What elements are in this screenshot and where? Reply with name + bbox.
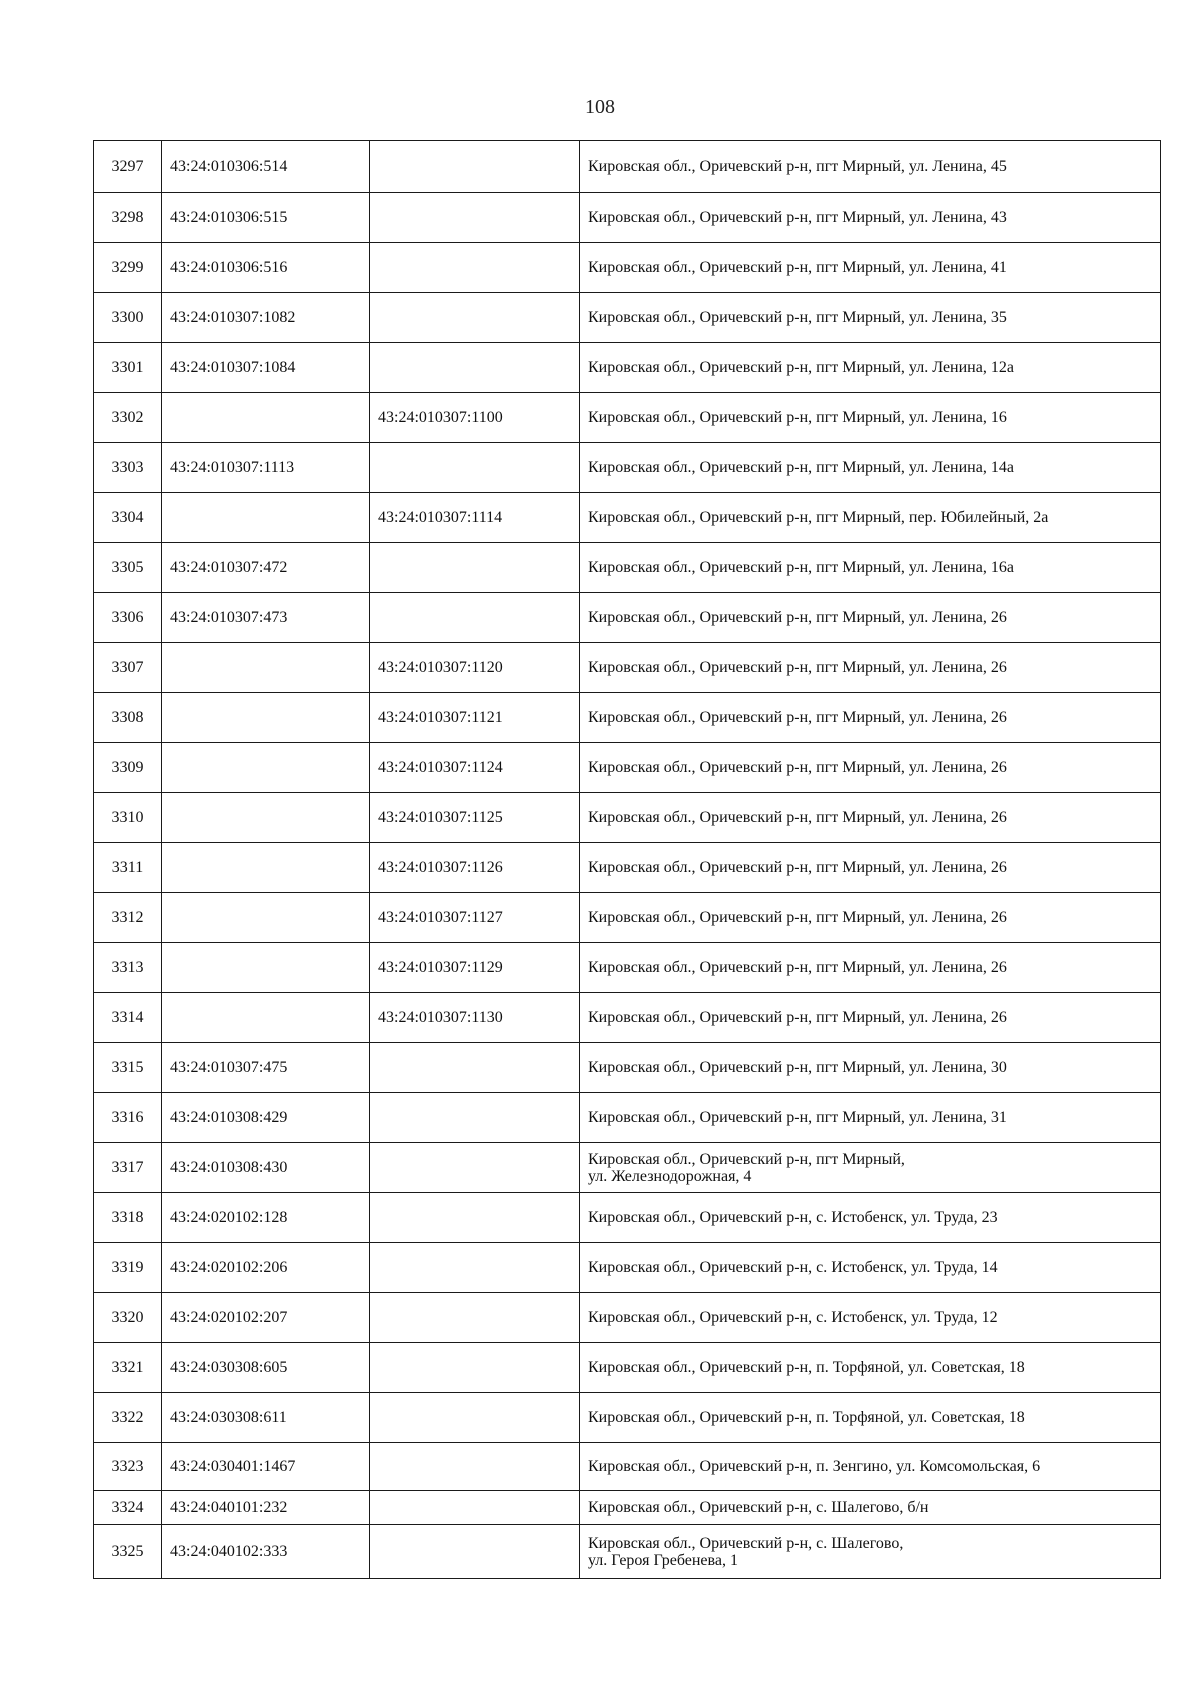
address: Кировская обл., Оричевский р-н, пгт Мирный, ул. Ленина, 14а bbox=[580, 443, 1161, 493]
cadastral-number-secondary bbox=[370, 1525, 580, 1579]
table-row bbox=[94, 1243, 1161, 1293]
cadastral-number-secondary bbox=[370, 1343, 580, 1393]
cadastral-number-secondary bbox=[370, 293, 580, 343]
cadastral-number-secondary: 43:24:010307:1127 bbox=[370, 893, 580, 943]
cadastral-number bbox=[162, 693, 370, 743]
row-number: 3300 bbox=[94, 293, 162, 343]
row-number: 3320 bbox=[94, 1293, 162, 1343]
table-row bbox=[94, 793, 1161, 843]
cadastral-number: 43:24:040102:333 bbox=[162, 1525, 370, 1579]
row-number: 3323 bbox=[94, 1443, 162, 1491]
cadastral-number-secondary bbox=[370, 443, 580, 493]
row-number: 3308 bbox=[94, 693, 162, 743]
cadastral-number-secondary bbox=[370, 193, 580, 243]
cadastral-number-secondary bbox=[370, 1293, 580, 1343]
table-row bbox=[94, 993, 1161, 1043]
table-row bbox=[94, 693, 1161, 743]
address: Кировская обл., Оричевский р-н, с. Истобенск, ул. Труда, 12 bbox=[580, 1293, 1161, 1343]
table-row bbox=[94, 1143, 1161, 1193]
cadastral-number: 43:24:020102:206 bbox=[162, 1243, 370, 1293]
cadastral-number bbox=[162, 843, 370, 893]
row-number: 3304 bbox=[94, 493, 162, 543]
address-line-2: ул. Железнодорожная, 4 bbox=[588, 1167, 752, 1185]
cadastral-number-secondary bbox=[370, 1193, 580, 1243]
cadastral-number-secondary: 43:24:010307:1114 bbox=[370, 493, 580, 543]
table-row bbox=[94, 141, 1161, 193]
row-number: 3313 bbox=[94, 943, 162, 993]
table-row bbox=[94, 1491, 1161, 1525]
cadastral-number bbox=[162, 943, 370, 993]
row-number: 3301 bbox=[94, 343, 162, 393]
cadastral-number-secondary bbox=[370, 141, 580, 193]
address: Кировская обл., Оричевский р-н, пгт Мирный, ул. Ленина, 16а bbox=[580, 543, 1161, 593]
cadastral-number-secondary: 43:24:010307:1121 bbox=[370, 693, 580, 743]
cadastral-number: 43:24:010307:1113 bbox=[162, 443, 370, 493]
row-number: 3317 bbox=[94, 1143, 162, 1193]
address: Кировская обл., Оричевский р-н, пгт Мирный, ул. Ленина, 26 bbox=[580, 943, 1161, 993]
cadastral-number: 43:24:040101:232 bbox=[162, 1491, 370, 1525]
address-line-1: Кировская обл., Оричевский р-н, пгт Мирный, bbox=[588, 1150, 905, 1168]
cadastral-number-secondary: 43:24:010307:1124 bbox=[370, 743, 580, 793]
cadastral-number: 43:24:010307:1084 bbox=[162, 343, 370, 393]
address: Кировская обл., Оричевский р-н, п. Торфяной, ул. Советская, 18 bbox=[580, 1343, 1161, 1393]
cadastral-number-secondary bbox=[370, 343, 580, 393]
address: Кировская обл., Оричевский р-н, пгт Мирный, ул. Ленина, 26 bbox=[580, 993, 1161, 1043]
address-line-2: ул. Героя Гребенева, 1 bbox=[588, 1551, 738, 1569]
row-number: 3325 bbox=[94, 1525, 162, 1579]
cadastral-number-secondary bbox=[370, 543, 580, 593]
cadastral-number-secondary: 43:24:010307:1100 bbox=[370, 393, 580, 443]
table-row bbox=[94, 843, 1161, 893]
row-number: 3297 bbox=[94, 141, 162, 193]
cadastral-number: 43:24:010306:515 bbox=[162, 193, 370, 243]
table-row bbox=[94, 1293, 1161, 1343]
table-row bbox=[94, 293, 1161, 343]
address: Кировская обл., Оричевский р-н, пгт Мирный, ул. Ленина, 16 bbox=[580, 393, 1161, 443]
address-line-1: Кировская обл., Оричевский р-н, с. Шалегово, bbox=[588, 1534, 904, 1552]
cadastral-number: 43:24:010308:429 bbox=[162, 1093, 370, 1143]
cadastral-number bbox=[162, 493, 370, 543]
table-row bbox=[94, 443, 1161, 493]
registry-table bbox=[93, 140, 1161, 1579]
address: Кировская обл., Оричевский р-н, п. Торфяной, ул. Советская, 18 bbox=[580, 1393, 1161, 1443]
row-number: 3310 bbox=[94, 793, 162, 843]
address: Кировская обл., Оричевский р-н, пгт Мирный, ул. Ленина, 43 bbox=[580, 193, 1161, 243]
cadastral-number bbox=[162, 743, 370, 793]
cadastral-number-secondary bbox=[370, 1443, 580, 1491]
address: Кировская обл., Оричевский р-н, пгт Мирный, ул. Ленина, 26 bbox=[580, 743, 1161, 793]
cadastral-number: 43:24:010306:516 bbox=[162, 243, 370, 293]
address: Кировская обл., Оричевский р-н, пгт Мирный, ул. Ленина, 26 bbox=[580, 793, 1161, 843]
table-row bbox=[94, 943, 1161, 993]
address: Кировская обл., Оричевский р-н, пгт Мирный, ул. Ленина, 26 bbox=[580, 593, 1161, 643]
cadastral-number: 43:24:020102:207 bbox=[162, 1293, 370, 1343]
address bbox=[580, 1143, 1161, 1193]
row-number: 3306 bbox=[94, 593, 162, 643]
cadastral-number bbox=[162, 993, 370, 1043]
table-row bbox=[94, 1043, 1161, 1093]
row-number: 3324 bbox=[94, 1491, 162, 1525]
cadastral-number-secondary bbox=[370, 1143, 580, 1193]
row-number: 3318 bbox=[94, 1193, 162, 1243]
row-number: 3299 bbox=[94, 243, 162, 293]
address: Кировская обл., Оричевский р-н, пгт Мирный, ул. Ленина, 30 bbox=[580, 1043, 1161, 1093]
address: Кировская обл., Оричевский р-н, пгт Мирный, ул. Ленина, 26 bbox=[580, 893, 1161, 943]
address bbox=[580, 1525, 1161, 1579]
cadastral-number-secondary: 43:24:010307:1120 bbox=[370, 643, 580, 693]
address: Кировская обл., Оричевский р-н, п. Зенгино, ул. Комсомольская, 6 bbox=[580, 1443, 1161, 1491]
address: Кировская обл., Оричевский р-н, пгт Мирный, пер. Юбилейный, 2а bbox=[580, 493, 1161, 543]
address: Кировская обл., Оричевский р-н, пгт Мирный, ул. Ленина, 26 bbox=[580, 643, 1161, 693]
cadastral-number: 43:24:010307:1082 bbox=[162, 293, 370, 343]
cadastral-number: 43:24:010307:472 bbox=[162, 543, 370, 593]
row-number: 3319 bbox=[94, 1243, 162, 1293]
address: Кировская обл., Оричевский р-н, пгт Мирный, ул. Ленина, 12а bbox=[580, 343, 1161, 393]
cadastral-number-secondary: 43:24:010307:1130 bbox=[370, 993, 580, 1043]
address: Кировская обл., Оричевский р-н, пгт Мирный, ул. Ленина, 41 bbox=[580, 243, 1161, 293]
table-row bbox=[94, 893, 1161, 943]
row-number: 3303 bbox=[94, 443, 162, 493]
cadastral-number bbox=[162, 393, 370, 443]
row-number: 3298 bbox=[94, 193, 162, 243]
row-number: 3312 bbox=[94, 893, 162, 943]
table-row bbox=[94, 393, 1161, 443]
cadastral-number: 43:24:010308:430 bbox=[162, 1143, 370, 1193]
cadastral-number bbox=[162, 793, 370, 843]
row-number: 3314 bbox=[94, 993, 162, 1043]
cadastral-number-secondary bbox=[370, 1491, 580, 1525]
row-number: 3316 bbox=[94, 1093, 162, 1143]
row-number: 3309 bbox=[94, 743, 162, 793]
address: Кировская обл., Оричевский р-н, пгт Мирный, ул. Ленина, 45 bbox=[580, 141, 1161, 193]
cadastral-number-secondary bbox=[370, 593, 580, 643]
cadastral-number-secondary: 43:24:010307:1125 bbox=[370, 793, 580, 843]
table-row bbox=[94, 243, 1161, 293]
address: Кировская обл., Оричевский р-н, с. Истобенск, ул. Труда, 14 bbox=[580, 1243, 1161, 1293]
cadastral-number: 43:24:010307:473 bbox=[162, 593, 370, 643]
cadastral-number-secondary: 43:24:010307:1129 bbox=[370, 943, 580, 993]
row-number: 3302 bbox=[94, 393, 162, 443]
address: Кировская обл., Оричевский р-н, пгт Мирный, ул. Ленина, 31 bbox=[580, 1093, 1161, 1143]
table-row bbox=[94, 543, 1161, 593]
cadastral-number: 43:24:030308:605 bbox=[162, 1343, 370, 1393]
table-row bbox=[94, 493, 1161, 543]
row-number: 3305 bbox=[94, 543, 162, 593]
cadastral-number-secondary bbox=[370, 1393, 580, 1443]
cadastral-number: 43:24:030401:1467 bbox=[162, 1443, 370, 1491]
cadastral-number-secondary: 43:24:010307:1126 bbox=[370, 843, 580, 893]
table-row bbox=[94, 593, 1161, 643]
table-row bbox=[94, 1093, 1161, 1143]
cadastral-number-secondary bbox=[370, 1043, 580, 1093]
cadastral-number: 43:24:030308:611 bbox=[162, 1393, 370, 1443]
cadastral-number bbox=[162, 893, 370, 943]
table-row bbox=[94, 743, 1161, 793]
table-row bbox=[94, 643, 1161, 693]
cadastral-number: 43:24:010307:475 bbox=[162, 1043, 370, 1093]
address: Кировская обл., Оричевский р-н, пгт Мирный, ул. Ленина, 26 bbox=[580, 843, 1161, 893]
address: Кировская обл., Оричевский р-н, пгт Мирный, ул. Ленина, 26 bbox=[580, 693, 1161, 743]
table-row bbox=[94, 343, 1161, 393]
table-row bbox=[94, 1393, 1161, 1443]
cadastral-number: 43:24:010306:514 bbox=[162, 141, 370, 193]
address: Кировская обл., Оричевский р-н, с. Шалегово, б/н bbox=[580, 1491, 1161, 1525]
address: Кировская обл., Оричевский р-н, с. Истобенск, ул. Труда, 23 bbox=[580, 1193, 1161, 1243]
table-row bbox=[94, 193, 1161, 243]
page-number: 108 bbox=[585, 96, 615, 118]
row-number: 3315 bbox=[94, 1043, 162, 1093]
table-row bbox=[94, 1525, 1161, 1579]
cadastral-number-secondary bbox=[370, 1243, 580, 1293]
cadastral-number bbox=[162, 643, 370, 693]
row-number: 3307 bbox=[94, 643, 162, 693]
table-row bbox=[94, 1193, 1161, 1243]
cadastral-number-secondary bbox=[370, 1093, 580, 1143]
row-number: 3311 bbox=[94, 843, 162, 893]
cadastral-number: 43:24:020102:128 bbox=[162, 1193, 370, 1243]
table-row bbox=[94, 1443, 1161, 1491]
table-row bbox=[94, 1343, 1161, 1393]
row-number: 3321 bbox=[94, 1343, 162, 1393]
cadastral-number-secondary bbox=[370, 243, 580, 293]
address: Кировская обл., Оричевский р-н, пгт Мирный, ул. Ленина, 35 bbox=[580, 293, 1161, 343]
row-number: 3322 bbox=[94, 1393, 162, 1443]
